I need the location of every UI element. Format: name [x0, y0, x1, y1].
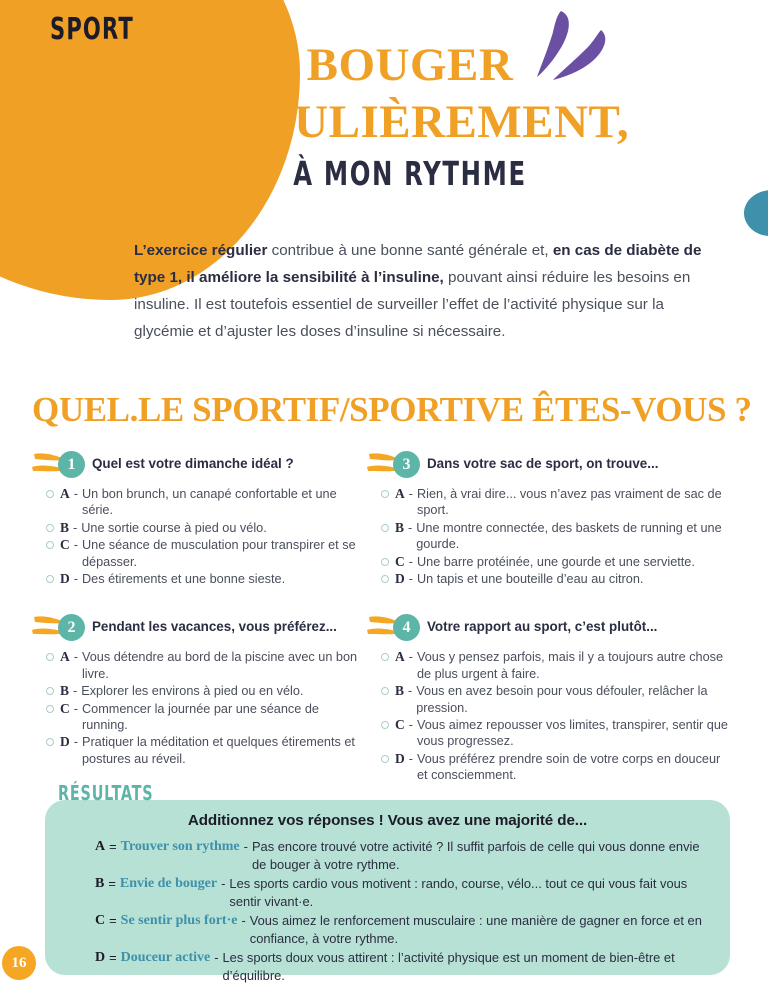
- question-header: [30, 611, 365, 643]
- result-profile-name: Envie de bouger: [119, 876, 218, 891]
- page-title: [120, 39, 700, 193]
- answer-letter: A: [395, 649, 405, 665]
- answer-dash: -: [408, 650, 413, 665]
- question-header: [365, 448, 730, 480]
- answer-radio-icon[interactable]: [381, 575, 389, 583]
- results-label: RÉSULTATS: [58, 781, 154, 805]
- quiz-heading: QUEL.LE SPORTIF/SPORTIVE ÊTES-VOUS ?: [32, 390, 752, 429]
- answer-radio-icon[interactable]: [46, 705, 54, 713]
- answer-letter: D: [395, 571, 405, 587]
- answer-radio-icon[interactable]: [46, 653, 54, 661]
- results-box: [45, 800, 730, 983]
- result-dash: -: [241, 913, 246, 928]
- answer-option[interactable]: [46, 683, 365, 699]
- answer-option[interactable]: [381, 486, 730, 519]
- result-equals: =: [108, 876, 116, 891]
- answer-option[interactable]: [46, 571, 365, 587]
- intro-text-3: Il est toutefois essentiel de surveiller l’effet de l’activité physique sur la glycémie et d’ajuster les doses d’insuline si nécessaire.: [134, 296, 664, 340]
- result-letter: A: [95, 839, 106, 854]
- answer-letter: A: [60, 649, 70, 665]
- result-equals: =: [109, 839, 117, 854]
- answer-option[interactable]: [46, 537, 365, 570]
- answer-text: Une montre connectée, des baskets de running et une gourde.: [416, 520, 722, 552]
- answer-radio-icon[interactable]: [46, 490, 54, 498]
- title-line-3: À MON RYTHME: [293, 154, 527, 193]
- answer-dash: -: [73, 684, 78, 699]
- answer-letter: C: [60, 537, 70, 553]
- answer-radio-icon[interactable]: [381, 755, 389, 763]
- answer-option[interactable]: [381, 554, 730, 570]
- question-number: 2: [58, 614, 85, 641]
- answer-dash: -: [73, 520, 78, 535]
- result-equals: =: [109, 950, 117, 965]
- question-text: Pendant les vacances, vous préférez...: [92, 619, 337, 635]
- result-item: [73, 912, 702, 948]
- answer-text: Vous y pensez parfois, mais il y a toujours autre chose de plus urgent à faire.: [416, 650, 724, 681]
- quiz-question: [30, 611, 365, 784]
- answer-option[interactable]: [46, 701, 365, 734]
- result-item: [73, 949, 702, 985]
- answer-text: Vous aimez repousser vos limites, transpirer, sentir que vous progressez.: [416, 718, 728, 749]
- quiz-question: [365, 448, 730, 588]
- answer-dash: -: [73, 701, 78, 716]
- question-text: Votre rapport au sport, c’est plutôt...: [427, 619, 658, 635]
- answer-option[interactable]: [381, 717, 730, 750]
- result-dash: -: [243, 839, 248, 854]
- intro-bold-2: en cas de diabète de type 1, il améliore la sensibilité à l’insuline,: [134, 242, 702, 286]
- result-profile-name: Se sentir plus fort·e: [120, 913, 238, 928]
- answer-dash: -: [408, 554, 413, 569]
- answer-letter: D: [395, 750, 405, 766]
- answer-radio-icon[interactable]: [381, 558, 389, 566]
- answer-option[interactable]: [381, 571, 730, 587]
- answer-letter: A: [395, 486, 405, 501]
- intro-paragraph: [134, 237, 714, 345]
- answer-radio-icon[interactable]: [46, 541, 54, 549]
- result-item: [73, 875, 702, 911]
- question-number: 4: [393, 614, 420, 641]
- title-line-2: RÉGULIÈREMENT,: [190, 96, 630, 148]
- answer-dash: -: [408, 718, 413, 733]
- answer-text: Rien, à vrai dire... vous n’avez pas vraiment de sac de sport.: [416, 487, 722, 518]
- result-letter: D: [95, 950, 106, 965]
- question-number-badge: [365, 611, 427, 643]
- answer-dash: -: [73, 650, 78, 665]
- answer-dash: -: [73, 572, 78, 587]
- result-item: [73, 838, 702, 874]
- answer-radio-icon[interactable]: [46, 524, 54, 532]
- result-description: Les sports doux vous attirent : l’activité physique est un moment de bien-être et d’équilibre.: [222, 950, 675, 983]
- answer-letter: C: [395, 553, 405, 569]
- results-title: Additionnez vos réponses ! Vous avez une majorité de...: [187, 812, 588, 829]
- purple-swoosh-icon: [527, 6, 613, 84]
- answer-dash: -: [408, 572, 413, 587]
- result-profile-name: Douceur active: [120, 950, 211, 965]
- title-line-1: BOUGER: [306, 39, 514, 91]
- answer-text: Commencer la journée par une séance de running.: [81, 701, 319, 733]
- answer-text: Vous détendre au bord de la piscine avec un bon livre.: [81, 650, 358, 681]
- result-dash: -: [221, 876, 226, 891]
- answer-letter: A: [60, 486, 70, 501]
- page-number-badge: 16: [2, 946, 36, 980]
- answer-letter: D: [60, 734, 70, 750]
- answer-radio-icon[interactable]: [46, 738, 54, 746]
- result-description: Vous aimez le renforcement musculaire : une manière de gagner en force et en confiance, à votre rythme.: [249, 913, 702, 946]
- answer-list: [365, 649, 730, 783]
- answer-dash: -: [408, 751, 413, 766]
- answer-option[interactable]: [381, 649, 730, 682]
- answer-letter: B: [60, 683, 70, 699]
- answer-dash: -: [408, 684, 413, 699]
- intro-text-2: pouvant ainsi réduire les besoins en insuline.: [134, 269, 691, 313]
- answer-dash: -: [408, 520, 413, 535]
- answer-option[interactable]: [46, 734, 365, 767]
- answer-letter: C: [395, 717, 405, 733]
- page-kicker: SPORT: [50, 12, 134, 47]
- answer-text: Vous préférez prendre soin de votre corps en douceur et consciemment.: [416, 751, 721, 783]
- question-header: [30, 448, 365, 480]
- question-number-badge: [365, 448, 427, 480]
- intro-bold-1: L’exercice régulier: [134, 242, 268, 259]
- answer-radio-icon[interactable]: [381, 687, 389, 695]
- question-number-badge: [30, 611, 92, 643]
- answer-radio-icon[interactable]: [381, 490, 389, 498]
- results-list: [73, 838, 702, 985]
- answer-option[interactable]: [381, 683, 730, 716]
- quiz-question: [365, 611, 730, 784]
- answer-text: Pratiquer la méditation et quelques étirements et postures au réveil.: [81, 735, 355, 766]
- answer-list: [30, 486, 365, 587]
- question-number-badge: [30, 448, 92, 480]
- answer-list: [30, 649, 365, 767]
- result-description: Les sports cardio vous motivent : rando, course, vélo... tout ce qui vous fait vous sentir vivant·e.: [229, 876, 688, 909]
- answer-list: [365, 486, 730, 587]
- quiz-grid: [30, 448, 730, 785]
- intro-text-1: contribue à une bonne santé générale et,: [267, 242, 549, 259]
- answer-option[interactable]: [381, 751, 730, 784]
- result-letter: C: [95, 913, 106, 928]
- answer-text: Un tapis et une bouteille d’eau au citron.: [416, 572, 644, 587]
- question-header: [365, 611, 730, 643]
- answer-radio-icon[interactable]: [46, 687, 54, 695]
- teal-blob-decoration: [744, 190, 768, 236]
- answer-dash: -: [408, 487, 413, 501]
- answer-radio-icon[interactable]: [381, 653, 389, 661]
- result-equals: =: [109, 913, 117, 928]
- question-text: Quel est votre dimanche idéal ?: [92, 455, 294, 471]
- answer-text: Une barre protéinée, une gourde et une serviette.: [416, 554, 695, 569]
- answer-dash: -: [73, 487, 78, 501]
- answer-text: Une sortie course à pied ou vélo.: [81, 520, 267, 535]
- answer-option[interactable]: [381, 520, 730, 553]
- answer-option[interactable]: [46, 649, 365, 682]
- answer-option[interactable]: [46, 486, 365, 519]
- answer-letter: D: [60, 571, 70, 587]
- answer-text: Explorer les environs à pied ou en vélo.: [81, 684, 304, 699]
- answer-text: Des étirements et une bonne sieste.: [81, 572, 286, 587]
- quiz-question: [30, 448, 365, 588]
- result-letter: B: [95, 876, 105, 891]
- answer-dash: -: [73, 735, 78, 750]
- result-dash: -: [214, 950, 219, 965]
- answer-option[interactable]: [46, 520, 365, 536]
- answer-text: Une séance de musculation pour transpirer et se dépasser.: [81, 538, 356, 569]
- answer-radio-icon[interactable]: [46, 575, 54, 583]
- answer-dash: -: [73, 538, 78, 553]
- answer-text: Un bon brunch, un canapé confortable et une série.: [81, 487, 337, 518]
- answer-radio-icon[interactable]: [381, 721, 389, 729]
- result-profile-name: Trouver son rythme: [120, 839, 240, 854]
- answer-letter: C: [60, 700, 70, 716]
- answer-letter: B: [60, 519, 70, 535]
- answer-letter: B: [395, 519, 405, 535]
- result-description: Pas encore trouvé votre activité ? Il suffit parfois de celle qui vous donne envie de bouger à votre rythme.: [251, 839, 700, 872]
- answer-text: Vous en avez besoin pour vous défouler, relâcher la pression.: [416, 684, 708, 715]
- answer-radio-icon[interactable]: [381, 524, 389, 532]
- question-number: 3: [393, 451, 420, 478]
- answer-letter: B: [395, 683, 405, 699]
- question-number: 1: [58, 451, 85, 478]
- question-text: Dans votre sac de sport, on trouve...: [427, 455, 659, 471]
